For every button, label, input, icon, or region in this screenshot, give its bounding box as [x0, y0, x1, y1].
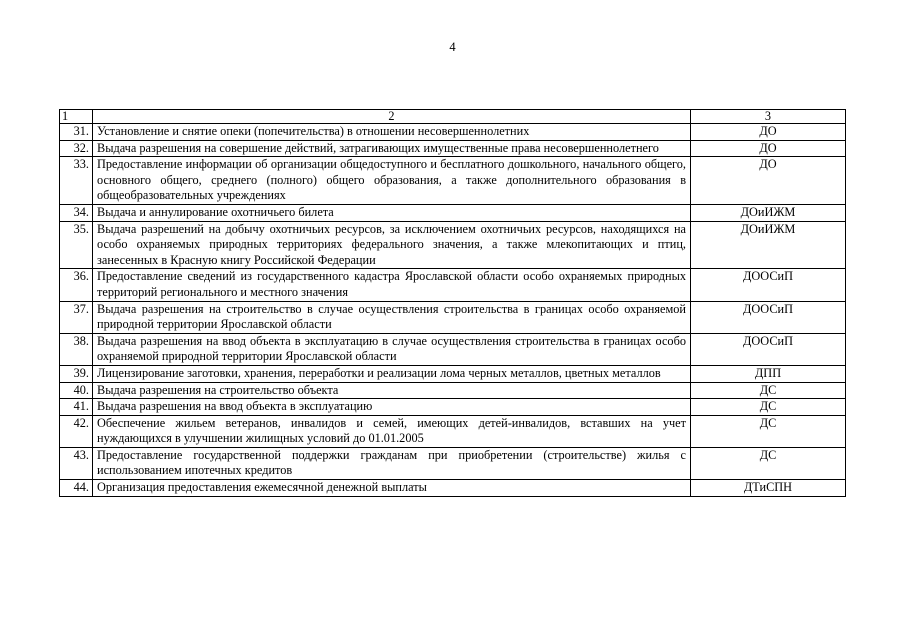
row-number: 34. [60, 204, 93, 221]
department-code: ДООСиП [691, 301, 846, 333]
service-name: Обеспечение жильем ветеранов, инвалидов и семей, имеющих детей-инвалидов, вставших на учет нуждающихся в улучшении жилищных условий до 01.01.2005 [93, 415, 691, 447]
department-code: ДС [691, 447, 846, 479]
department-code: ДС [691, 399, 846, 416]
department-code: ДО [691, 140, 846, 157]
department-code: ДОиИЖМ [691, 221, 846, 269]
column-header-department: 3 [691, 110, 846, 124]
table-row [60, 365, 846, 382]
table-row [60, 157, 846, 205]
row-number: 36. [60, 269, 93, 301]
department-code: ДО [691, 124, 846, 141]
table-row [60, 480, 846, 497]
table-row [60, 301, 846, 333]
row-number: 41. [60, 399, 93, 416]
table-row [60, 447, 846, 479]
table-row [60, 124, 846, 141]
service-name: Предоставление информации об организации общедоступного и бесплатного дошкольного, начального общего, основного общего, среднего (полного) общего образования, а также дополнительного образования в общеобразовательных учреждениях [93, 157, 691, 205]
table-row [60, 140, 846, 157]
row-number: 39. [60, 365, 93, 382]
column-header-service: 2 [93, 110, 691, 124]
department-code: ДС [691, 382, 846, 399]
service-name: Установление и снятие опеки (попечительства) в отношении несовершеннолетних [93, 124, 691, 141]
row-number: 42. [60, 415, 93, 447]
table-row [60, 221, 846, 269]
row-number: 37. [60, 301, 93, 333]
row-number: 35. [60, 221, 93, 269]
services-table [59, 109, 846, 497]
table-row [60, 204, 846, 221]
department-code: ДООСиП [691, 269, 846, 301]
row-number: 33. [60, 157, 93, 205]
department-code: ДС [691, 415, 846, 447]
table-row [60, 415, 846, 447]
table-row [60, 382, 846, 399]
row-number: 32. [60, 140, 93, 157]
table-row [60, 269, 846, 301]
table-row [60, 399, 846, 416]
service-name: Выдача разрешения на ввод объекта в эксплуатацию [93, 399, 691, 416]
page-number: 4 [449, 40, 456, 54]
department-code: ДООСиП [691, 333, 846, 365]
service-name: Выдача разрешения на строительство объекта [93, 382, 691, 399]
row-number: 40. [60, 382, 93, 399]
service-name: Предоставление сведений из государственного кадастра Ярославской области особо охраняемых природных территорий регионального и местного значения [93, 269, 691, 301]
service-name: Выдача и аннулирование охотничьего билета [93, 204, 691, 221]
table-row [60, 333, 846, 365]
department-code: ДОиИЖМ [691, 204, 846, 221]
department-code: ДТиСПН [691, 480, 846, 497]
service-name: Выдача разрешения на строительство в случае осуществления строительства в границах особо охраняемой природной территории Ярославской области [93, 301, 691, 333]
service-name: Выдача разрешения на совершение действий, затрагивающих имущественные права несовершеннолетнего [93, 140, 691, 157]
service-name: Лицензирование заготовки, хранения, переработки и реализации лома черных металлов, цветных металлов [93, 365, 691, 382]
department-code: ДО [691, 157, 846, 205]
service-name: Выдача разрешения на ввод объекта в эксплуатацию в случае осуществления строительства в границах особо охраняемой природной территории Ярославской области [93, 333, 691, 365]
row-number: 31. [60, 124, 93, 141]
table-header-row [60, 110, 846, 124]
row-number: 43. [60, 447, 93, 479]
service-name: Выдача разрешений на добычу охотничьих ресурсов, за исключением охотничьих ресурсов, находящихся на особо охраняемых природных территориях федерального значения, а также млекопитающих и птиц, занесенных в Красную книгу Российской Федерации [93, 221, 691, 269]
service-name: Организация предоставления ежемесячной денежной выплаты [93, 480, 691, 497]
department-code: ДПП [691, 365, 846, 382]
service-name: Предоставление государственной поддержки гражданам при приобретении (строительстве) жилья с использованием ипотечных кредитов [93, 447, 691, 479]
row-number: 44. [60, 480, 93, 497]
row-number: 38. [60, 333, 93, 365]
column-header-number: 1 [60, 110, 93, 124]
